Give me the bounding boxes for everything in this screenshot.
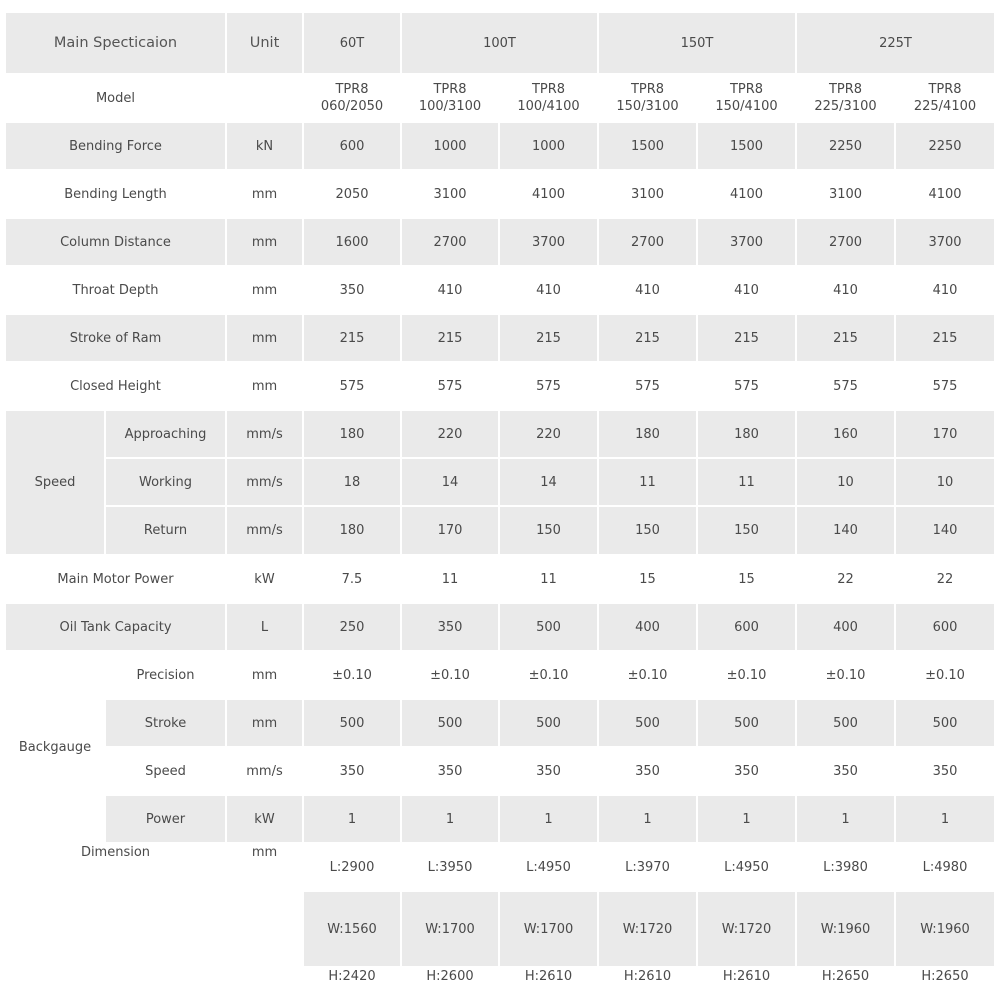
- table-cell: 500: [402, 700, 498, 746]
- table-cell: 3700: [896, 219, 994, 265]
- row-unit: mm: [251, 378, 278, 394]
- table-cell: 2050: [335, 186, 369, 202]
- table-cell: 410: [635, 282, 660, 298]
- backgauge-sub-label: Precision: [136, 667, 195, 683]
- table-cell: 1600: [304, 219, 400, 265]
- table-cell: 7.5: [341, 571, 363, 587]
- table-cell: 11: [698, 459, 795, 505]
- table-cell: 2250: [896, 123, 994, 169]
- header-unit: Unit: [227, 13, 302, 73]
- table-cell: 1: [698, 796, 795, 842]
- dimension-value: H:2420: [328, 969, 376, 984]
- table-cell: 150: [500, 507, 597, 554]
- table-cell: ±0.10: [332, 667, 372, 683]
- table-cell: 500: [896, 700, 994, 746]
- table-cell: 350: [833, 763, 858, 779]
- speed-sub-label: Approaching: [106, 411, 225, 457]
- table-cell: ±0.10: [726, 667, 767, 683]
- table-cell: 500: [500, 604, 597, 650]
- row-label: Stroke of Ram: [6, 315, 225, 361]
- table-cell: 500: [698, 700, 795, 746]
- table-cell: 22: [837, 571, 854, 587]
- row-unit: L: [227, 604, 302, 650]
- speed-sub-label: Working: [106, 459, 225, 505]
- table-cell: 575: [437, 378, 463, 394]
- table-cell: 3100: [828, 186, 863, 202]
- table-cell: 2700: [797, 219, 894, 265]
- backgauge-group-label: Backgauge: [18, 739, 92, 755]
- model-value: TPR8 060/2050: [320, 82, 384, 114]
- header-group-100t: 100T: [402, 13, 597, 73]
- table-cell: 215: [304, 315, 400, 361]
- row-unit: mm: [227, 219, 302, 265]
- table-cell: 4100: [531, 186, 566, 202]
- row-unit: kW: [227, 796, 302, 842]
- row-unit: mm/s: [227, 459, 302, 505]
- table-cell: 1: [599, 796, 696, 842]
- table-cell: 3100: [433, 186, 467, 202]
- table-cell: ±0.10: [627, 667, 668, 683]
- row-label: Throat Depth: [72, 282, 159, 298]
- table-cell: 4100: [729, 186, 764, 202]
- table-cell: 350: [932, 763, 958, 779]
- specification-table: [6, 13, 996, 984]
- table-cell: 1: [304, 796, 400, 842]
- table-cell: 2700: [599, 219, 696, 265]
- table-cell: 575: [734, 378, 759, 394]
- table-cell: 3100: [630, 186, 665, 202]
- table-cell: 150: [599, 507, 696, 554]
- row-unit: kN: [227, 123, 302, 169]
- row-unit: mm: [251, 667, 278, 683]
- dimension-value: W:1700: [500, 892, 597, 966]
- row-label: Bending Length: [64, 186, 167, 202]
- row-label: Oil Tank Capacity: [6, 604, 225, 650]
- table-cell: 180: [698, 411, 795, 457]
- dimension-value: W:1720: [599, 892, 696, 966]
- table-cell: 11: [540, 571, 557, 587]
- header-main-spec: Main Specticaion: [6, 13, 225, 73]
- dimension-value: H:2610: [524, 969, 573, 984]
- row-unit: mm: [251, 186, 278, 202]
- table-cell: 10: [896, 459, 994, 505]
- table-cell: 15: [639, 571, 656, 587]
- speed-sub-label: Return: [106, 507, 225, 554]
- table-cell: 4100: [928, 186, 962, 202]
- row-unit: mm: [227, 700, 302, 746]
- table-cell: 600: [304, 123, 400, 169]
- table-cell: 215: [402, 315, 498, 361]
- table-cell: 3700: [698, 219, 795, 265]
- table-cell: 1000: [500, 123, 597, 169]
- table-cell: 350: [437, 763, 463, 779]
- table-cell: 350: [339, 763, 365, 779]
- backgauge-sub-label: Stroke: [106, 700, 225, 746]
- model-value: TPR8 150/3100: [616, 82, 679, 114]
- table-cell: 1000: [402, 123, 498, 169]
- table-cell: 410: [536, 282, 561, 298]
- table-cell: 3700: [500, 219, 597, 265]
- table-cell: 350: [536, 763, 561, 779]
- model-label: Model: [95, 90, 136, 106]
- dimension-value: W:1960: [797, 892, 894, 966]
- table-cell: 575: [339, 378, 365, 394]
- table-cell: 18: [304, 459, 400, 505]
- dimension-value: W:1720: [698, 892, 795, 966]
- model-value: TPR8 150/4100: [715, 82, 778, 114]
- table-cell: 410: [437, 282, 463, 298]
- dimension-value: H:2610: [722, 969, 771, 984]
- table-cell: 410: [734, 282, 759, 298]
- table-cell: 575: [536, 378, 561, 394]
- table-cell: 500: [500, 700, 597, 746]
- table-cell: 11: [599, 459, 696, 505]
- header-group-150t: 150T: [599, 13, 795, 73]
- table-cell: 500: [304, 700, 400, 746]
- table-cell: 220: [500, 411, 597, 457]
- table-cell: 215: [599, 315, 696, 361]
- dimension-value: H:2610: [623, 969, 672, 984]
- header-group-60t: 60T: [304, 13, 400, 73]
- table-cell: 215: [896, 315, 994, 361]
- table-cell: 1: [896, 796, 994, 842]
- dimension-label: Dimension: [80, 845, 151, 860]
- table-cell: 2700: [402, 219, 498, 265]
- table-cell: 350: [339, 282, 365, 298]
- table-cell: 410: [833, 282, 858, 298]
- dimension-value: H:2600: [426, 969, 474, 984]
- table-cell: 14: [402, 459, 498, 505]
- table-cell: 410: [932, 282, 958, 298]
- row-label: Bending Force: [6, 123, 225, 169]
- table-cell: 575: [635, 378, 660, 394]
- table-cell: 215: [797, 315, 894, 361]
- table-cell: 11: [441, 571, 459, 587]
- dimension-value: L:3950: [427, 859, 473, 875]
- backgauge-sub-label: Speed: [145, 763, 186, 779]
- dimension-value: L:4980: [922, 859, 968, 875]
- table-cell: 170: [896, 411, 994, 457]
- model-value: TPR8 100/3100: [418, 82, 482, 114]
- header-group-225t: 225T: [797, 13, 994, 73]
- table-cell: 2250: [797, 123, 894, 169]
- table-cell: 220: [402, 411, 498, 457]
- row-unit: kW: [254, 571, 275, 587]
- table-cell: 350: [635, 763, 660, 779]
- model-value: TPR8 100/4100: [517, 82, 580, 114]
- dimension-value: W:1560: [304, 892, 400, 966]
- model-unit: [227, 75, 302, 121]
- table-cell: 1: [402, 796, 498, 842]
- dimension-value: H:2650: [821, 969, 870, 984]
- table-cell: 250: [304, 604, 400, 650]
- table-cell: ±0.10: [825, 667, 866, 683]
- table-cell: 170: [402, 507, 498, 554]
- table-cell: 500: [797, 700, 894, 746]
- speed-group-label: Speed: [6, 411, 104, 554]
- row-label: Closed Height: [70, 378, 161, 394]
- row-unit: mm/s: [227, 411, 302, 457]
- dimension-value: H:2650: [921, 969, 969, 984]
- row-unit: mm: [227, 315, 302, 361]
- model-value: TPR8 225/4100: [913, 82, 977, 114]
- table-cell: 14: [500, 459, 597, 505]
- table-cell: 180: [304, 507, 400, 554]
- table-cell: 1500: [698, 123, 795, 169]
- table-cell: 140: [896, 507, 994, 554]
- table-cell: ±0.10: [528, 667, 569, 683]
- row-label: Column Distance: [6, 219, 225, 265]
- row-unit: mm/s: [246, 763, 283, 779]
- dimension-value: L:3970: [625, 859, 670, 875]
- backgauge-sub-label: Power: [106, 796, 225, 842]
- table-cell: 180: [304, 411, 400, 457]
- table-cell: 350: [734, 763, 759, 779]
- table-cell: 215: [500, 315, 597, 361]
- table-cell: 600: [896, 604, 994, 650]
- table-cell: ±0.10: [430, 667, 470, 683]
- table-cell: 350: [402, 604, 498, 650]
- table-cell: 575: [932, 378, 958, 394]
- dimension-value: W:1960: [896, 892, 994, 966]
- table-cell: 160: [797, 411, 894, 457]
- table-cell: 140: [797, 507, 894, 554]
- table-cell: 600: [698, 604, 795, 650]
- model-value: TPR8 225/3100: [814, 82, 877, 114]
- row-label: Main Motor Power: [57, 571, 174, 587]
- table-cell: 180: [599, 411, 696, 457]
- table-cell: 150: [698, 507, 795, 554]
- table-cell: 10: [797, 459, 894, 505]
- dimension-value: L:4950: [724, 859, 769, 875]
- table-cell: 400: [599, 604, 696, 650]
- table-cell: 15: [738, 571, 755, 587]
- row-unit: mm/s: [227, 507, 302, 554]
- dimension-value: L:4950: [526, 859, 571, 875]
- table-cell: 215: [698, 315, 795, 361]
- table-cell: 500: [599, 700, 696, 746]
- dimension-unit: mm: [251, 845, 278, 860]
- table-cell: 1: [500, 796, 597, 842]
- dimension-value: W:1700: [402, 892, 498, 966]
- table-cell: 1500: [599, 123, 696, 169]
- row-unit: mm: [251, 282, 278, 298]
- dimension-value: L:3980: [823, 859, 868, 875]
- table-cell: ±0.10: [925, 667, 965, 683]
- table-cell: 22: [936, 571, 954, 587]
- dimension-value: L:2900: [329, 859, 375, 875]
- table-cell: 575: [833, 378, 858, 394]
- table-cell: 400: [797, 604, 894, 650]
- table-cell: 1: [797, 796, 894, 842]
